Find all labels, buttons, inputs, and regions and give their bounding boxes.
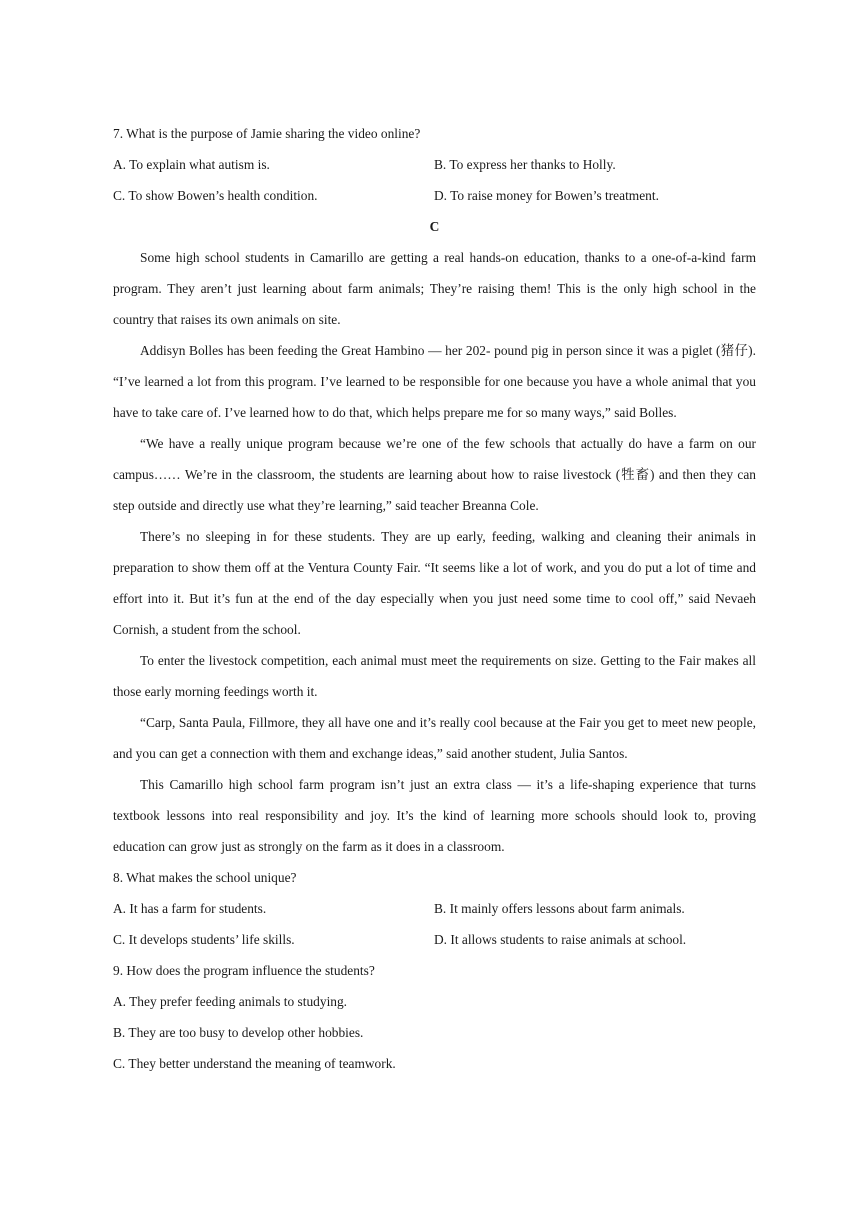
q8-options-row-2 bbox=[113, 924, 756, 955]
passage-paragraph-7: This Camarillo high school farm program isn’t just an extra class — it’s a life-shaping experience that turns textbook lessons into real responsibility and joy. It’s the kind of learning more schools should look to, proving education can grow just as strongly on the farm as it does in a classroom. bbox=[113, 777, 756, 854]
q9-option-c: C. They better understand the meaning of teamwork. bbox=[113, 1056, 396, 1071]
question-8: 8. What makes the school unique? bbox=[113, 870, 297, 885]
passage-paragraph-5: To enter the livestock competition, each animal must meet the requirements on size. Getting to the Fair makes all those early morning feedings worth it. bbox=[113, 653, 756, 699]
passage-paragraph-4: There’s no sleeping in for these students. They are up early, feeding, walking and cleaning their animals in preparation to show them off at the Ventura County Fair. “It seems like a lot of work, and you do put a lot of time and effort into it. But it’s fun at the end of the day especially when you just need some time to cool off,” said Nevaeh Cornish, a student from the school. bbox=[113, 529, 756, 637]
q8-option-c: C. It develops students’ life skills. bbox=[113, 932, 295, 947]
q7-option-c: C. To show Bowen’s health condition. bbox=[113, 188, 318, 203]
section-heading: C bbox=[429, 219, 440, 234]
passage-paragraph-1: Some high school students in Camarillo are getting a real hands-on education, thanks to a one-of-a-kind farm program. They aren’t just learning about farm animals; They’re raising them! This is the only high school in the country that raises its own animals on site. bbox=[113, 250, 756, 327]
q8-options-row-1 bbox=[113, 893, 756, 924]
q7-options-row-2 bbox=[113, 180, 756, 211]
passage-paragraph-2: Addisyn Bolles has been feeding the Great Hambino — her 202- pound pig in person since it was a piglet (猪仔). “I’ve learned a lot from this program. I’ve learned to be responsible for one because you have a whole animal that you have to take care of. I’ve learned how to do that, which helps prepare me for so many ways,” said Bolles. bbox=[113, 343, 756, 420]
q8-option-b: B. It mainly offers lessons about farm animals. bbox=[434, 901, 685, 916]
q7-option-b: B. To express her thanks to Holly. bbox=[434, 157, 616, 172]
exam-page bbox=[113, 118, 756, 1079]
passage-paragraph-3: “We have a really unique program because we’re one of the few schools that actually do have a farm on our campus…… We’re in the classroom, the students are learning about how to raise livestock (牲畜) and then they can step outside and directly use what they’re learning,” said teacher Breanna Cole. bbox=[113, 436, 756, 513]
q7-option-d: D. To raise money for Bowen’s treatment. bbox=[434, 188, 659, 203]
q7-options-row-1 bbox=[113, 149, 756, 180]
q8-option-a: A. It has a farm for students. bbox=[113, 901, 267, 916]
passage-paragraph-6: “Carp, Santa Paula, Fillmore, they all have one and it’s really cool because at the Fair you get to meet new people, and you can get a connection with them and exchange ideas,” said another student, Julia Santos. bbox=[113, 715, 756, 761]
q9-option-a: A. They prefer feeding animals to studying. bbox=[113, 994, 348, 1009]
q7-option-a: A. To explain what autism is. bbox=[113, 157, 270, 172]
q9-option-b: B. They are too busy to develop other hobbies. bbox=[113, 1025, 364, 1040]
question-9: 9. How does the program influence the students? bbox=[113, 963, 375, 978]
q8-option-d: D. It allows students to raise animals at school. bbox=[434, 932, 687, 947]
question-7: 7. What is the purpose of Jamie sharing the video online? bbox=[113, 126, 421, 141]
